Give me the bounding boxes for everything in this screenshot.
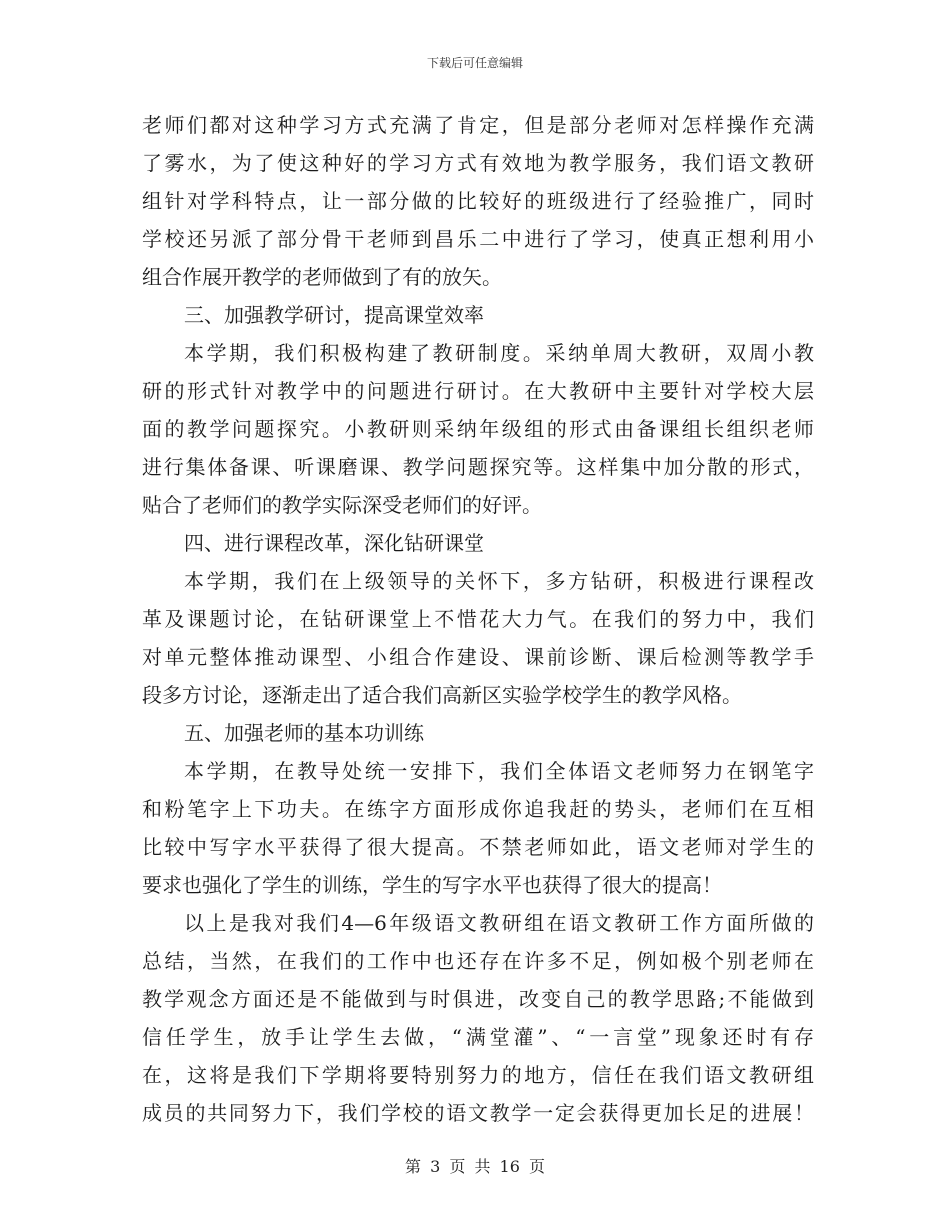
- text-line: 革及课题讨论，在钻研课堂上不惜花大力气。在我们的努力中，我们: [142, 607, 814, 631]
- text-line: 本学期，我们积极构建了教研制度。采纳单周大教研，双周小教: [184, 341, 814, 365]
- text-line: 学校还另派了部分骨干老师到昌乐二中进行了学习，使真正想利用小: [142, 227, 814, 251]
- text-line: 三、加强教学研讨，提高课堂效率: [184, 303, 484, 327]
- text-line: 信任学生，放手让学生去做，“满堂灌”、“一言堂”现象还时有存: [142, 1025, 814, 1049]
- text-line: 面的教学问题探究。小教研则采纳年级组的形式由备课组长组织老师: [142, 417, 814, 441]
- text-line: 比较中写字水平获得了很大提高。不禁老师如此，语文老师对学生的: [142, 835, 814, 859]
- text-line: 教学观念方面还是不能做到与时俱进，改变自己的教学思路;不能做到: [142, 987, 814, 1011]
- document-body: [142, 106, 814, 1132]
- text-line: 五、加强老师的基本功训练: [184, 721, 424, 745]
- page-number-footer: 第 3 页 共 16 页: [405, 1157, 545, 1176]
- text-line: 成员的共同努力下，我们学校的语文教学一定会获得更加长足的进展！: [142, 1101, 814, 1125]
- text-line: 组合作展开教学的老师做到了有的放矢。: [142, 265, 502, 289]
- text-line: 本学期，我们在上级领导的关怀下，多方钻研，积极进行课程改: [184, 569, 814, 593]
- text-line: 贴合了老师们的教学实际深受老师们的好评。: [142, 493, 542, 517]
- header-note: 下载后可任意编辑: [426, 56, 523, 70]
- text-line: 要求也强化了学生的训练，学生的写字水平也获得了很大的提高！: [142, 873, 722, 897]
- text-line: 本学期，在教导处统一安排下，我们全体语文老师努力在钢笔字: [184, 759, 814, 783]
- text-line: 段多方讨论，逐渐走出了适合我们高新区实验学校学生的教学风格。: [142, 683, 742, 707]
- text-line: 对单元整体推动课型、小组合作建设、课前诊断、课后检测等教学手: [142, 645, 814, 669]
- text-line: 组针对学科特点，让一部分做的比较好的班级进行了经验推广，同时: [142, 189, 814, 213]
- text-line: 四、进行课程改革，深化钻研课堂: [184, 531, 484, 555]
- text-line: 研的形式针对教学中的问题进行研讨。在大教研中主要针对学校大层: [142, 379, 814, 403]
- text-line: 和粉笔字上下功夫。在练字方面形成你追我赶的势头，老师们在互相: [142, 797, 814, 821]
- text-line: 以上是我对我们4—6年级语文教研组在语文教研工作方面所做的: [184, 911, 814, 935]
- text-line: 了雾水，为了使这种好的学习方式有效地为教学服务，我们语文教研: [142, 151, 814, 175]
- text-line: 总结，当然，在我们的工作中也还存在许多不足，例如极个别老师在: [142, 949, 814, 973]
- text-line: 老师们都对这种学习方式充满了肯定，但是部分老师对怎样操作充满: [142, 113, 814, 137]
- text-line: 进行集体备课、听课磨课、教学问题探究等。这样集中加分散的形式，: [142, 455, 814, 479]
- text-line: 在，这将是我们下学期将要特别努力的地方，信任在我们语文教研组: [142, 1063, 814, 1087]
